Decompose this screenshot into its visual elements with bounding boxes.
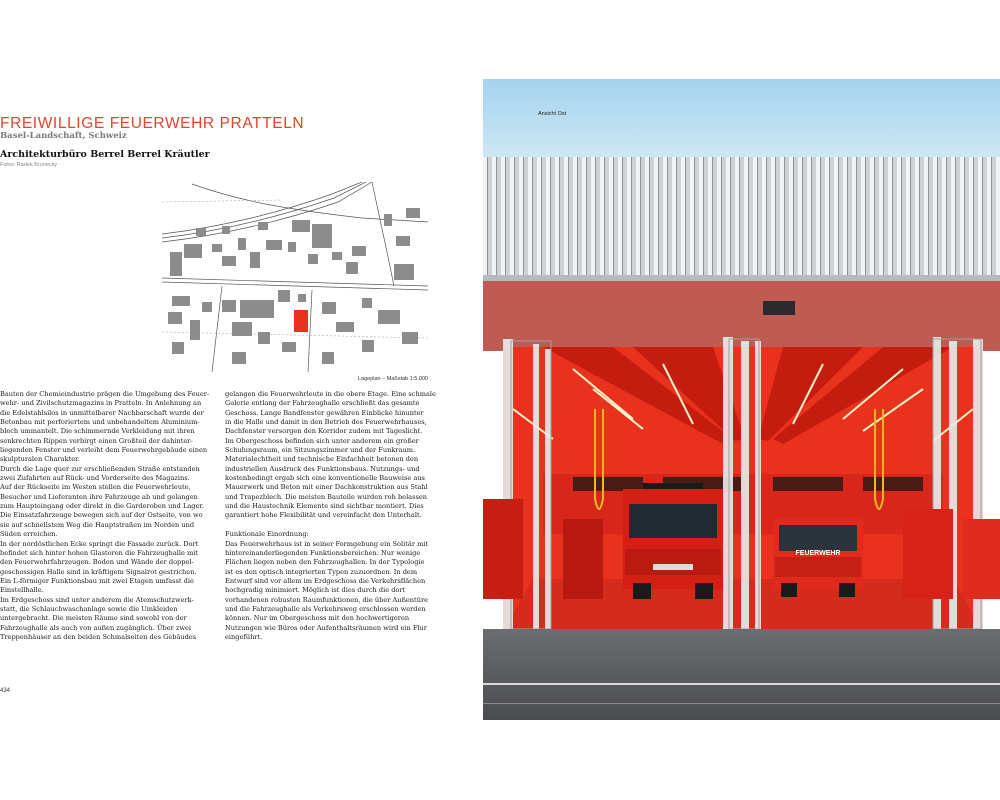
text-line: zum Haupteingang oder direkt in die Garderoben und Lager. xyxy=(0,502,204,511)
text-line: sie auf schnellstem Weg die Hauptstraßen im Norden und xyxy=(0,520,195,529)
text-line: In der nordöstlichen Ecke springt die Fassade zurück. Dort xyxy=(0,539,199,548)
photo-caption: Ansicht Ost xyxy=(538,111,567,117)
text-line: wehr- und Zivilschutzmagazins in Pratteln. In Anlehnung an xyxy=(0,399,202,408)
architect-name: Architekturbüro Berrel Berrel Kräutler xyxy=(0,149,210,160)
text-line: gelangen die Feuerwehrleute in die obere Etage. Eine schmale xyxy=(225,390,436,398)
text-line: Mauerwerk und Beton mit einer Dachkonstruktion aus Stahl xyxy=(225,483,428,492)
truck-label: FEUERWEHR xyxy=(795,550,841,557)
text-line: und die Haustechnik Elemente sind sichtbar montiert. Dies xyxy=(225,502,424,511)
text-line: Schulungsraum, ein Sitzungszimmer und der Funkraum. xyxy=(225,446,416,455)
site-plan xyxy=(162,182,428,372)
text-line: Geschoss. Lange Bandfenster gewähren Einblicke hinunter xyxy=(225,408,424,417)
text-line: Treppenhäuser an den beiden Schmalseiten des Gebäudes xyxy=(0,632,197,641)
text-line: Im Obergeschoss befinden sich unter anderem ein großer xyxy=(225,436,419,445)
text-line: Betonbau mit perforiertem und unbehandeltem Aluminium- xyxy=(0,418,200,427)
text-line: Flächen liegen neben den Fahrzeughallen. In der Typologie xyxy=(225,558,425,567)
text-line: Entwurf sind vor allem im Erdgeschoss die Verkehrsflächen xyxy=(225,576,426,585)
fire-station-photo xyxy=(483,79,1000,720)
text-line: Im Erdgeschoss sind unter anderem die Atemschutzwerk- xyxy=(0,595,194,604)
text-line: geschossigen Halle sind in kräftigem Signalrot gestrichen. xyxy=(0,567,197,576)
text-line: Die Einsatzfahrzeuge bewegen sich auf der Ostseite, von wo xyxy=(0,511,203,520)
photo-credit: Fotos: Radek Brunecky xyxy=(0,162,58,168)
text-line: kostenbedingt ergab sich eine konventionelle Bauweise aus xyxy=(225,474,425,483)
text-line: Besucher und Lieferanten ihre Fahrzeuge ab und gelangen xyxy=(0,492,198,501)
text-line: Ein L-förmiger Funktionsbau mit zwei Etagen umfasst die xyxy=(0,576,194,585)
text-line: können. Nur im Obergeschoss mit den hochwertigeren xyxy=(225,614,410,623)
text-line: hochgradig minimiert. Möglich ist dies durch die dort xyxy=(225,586,406,595)
text-line: und die Fahrzeughalle als Verkehrsweg erschlossen werden xyxy=(225,604,426,613)
text-column-1 xyxy=(0,390,216,642)
text-line: Süden erreichen. xyxy=(0,530,58,539)
text-line: Dachfenster versorgen den Korridor zudem mit Tageslicht. xyxy=(225,427,423,436)
section-heading: Funktionale Einordnung: xyxy=(225,530,309,539)
fire-truck-left xyxy=(623,483,723,599)
text-line: Durch die Lage quer zur erschließenden Straße entstanden xyxy=(0,464,200,473)
text-column-2 xyxy=(225,390,440,642)
text-line: Einstellhalle. xyxy=(0,586,44,595)
fire-truck-right xyxy=(773,519,863,597)
text-line: garantiert hohe Flexibilität und vereinfacht den Unterhalt. xyxy=(225,511,422,520)
text-line: Nutzungen wie Büros oder Aufenthaltsräumen wird ein Flur xyxy=(225,623,427,632)
text-line: hintereinanderliegenden Funktionsbereichen. Nur wenige xyxy=(225,548,421,557)
text-line: und Trapezblech. Die meisten Bauteile wurden roh belassen xyxy=(225,492,428,501)
text-line: befindet sich hinter hohen Glastoren die Fahrzeughalle mit xyxy=(0,548,199,557)
text-line: die Edelstahlsilos in unmittelbarer Nachbarschaft wurde der xyxy=(0,408,204,417)
fire-station-illustration xyxy=(483,79,1000,720)
text-line: zwei Zufahrten auf Rück- und Vorderseite des Magazins. xyxy=(0,474,190,483)
site-plan-caption: Lageplan – Maßstab 1:5.000 xyxy=(357,376,428,382)
text-line: skulpturalen Charakter. xyxy=(0,455,80,464)
text-line: Das Feuerwehrhaus ist in seiner Formgebung ein Solitär mit xyxy=(225,539,429,548)
text-spacer xyxy=(225,521,440,530)
text-line: industriellen Ausdruck des Funktionsbaus. Nutzungs- und xyxy=(225,464,420,473)
text-line: Auf der Rückseite im Westen stellen die Feuerwehrleute, xyxy=(0,483,191,492)
site-plan-drawing xyxy=(162,182,428,372)
text-line: statt, die Schlauchwaschanlage sowie die Umkleiden xyxy=(0,604,178,613)
text-line: senkrechten Rippen verbirgt einen Großteil der dahinter- xyxy=(0,436,193,445)
text-line: Fahrzeughalle als auch von außen zugänglich. Über zwei xyxy=(0,623,192,632)
text-line: vorhandenen robusten Raumfunktionen, die über Außentüre xyxy=(225,595,429,604)
text-line: in die Halle und damit in den Betrieb des Feuerwehrhauses, xyxy=(225,418,427,427)
text-line: Galerie entlang der Fahrzeughalle erschließt das gesamte xyxy=(225,399,420,408)
text-line: ist es den optisch integrierten Typen zuzuordnen. In dem xyxy=(225,567,418,576)
text-line: eingeführt. xyxy=(225,632,263,641)
fire-station-marker xyxy=(294,310,308,332)
page-number: 434 xyxy=(0,688,11,694)
article-title: FREIWILLIGE FEUERWEHR PRATTELN xyxy=(0,115,305,132)
text-line: Materialechtheit und technische Einfachheit betonen den xyxy=(225,455,419,464)
text-line: den Feuerwehrfahrzeugen. Boden und Wände der doppel- xyxy=(0,558,194,567)
text-line: untergebracht. Die meisten Räume sind sowohl von der xyxy=(0,614,187,623)
article-subtitle: Basel-Landschaft, Schweiz xyxy=(0,131,127,141)
text-line: Bauten der Chemieindustrie prägen die Umgebung des Feuer- xyxy=(0,390,210,398)
text-line: liegenden Fenster und verleiht dem Feuerwehrgebäude einen xyxy=(0,446,208,455)
text-line: blech ummantelt. Die schimmernde Verkleidung mit ihren xyxy=(0,427,195,436)
